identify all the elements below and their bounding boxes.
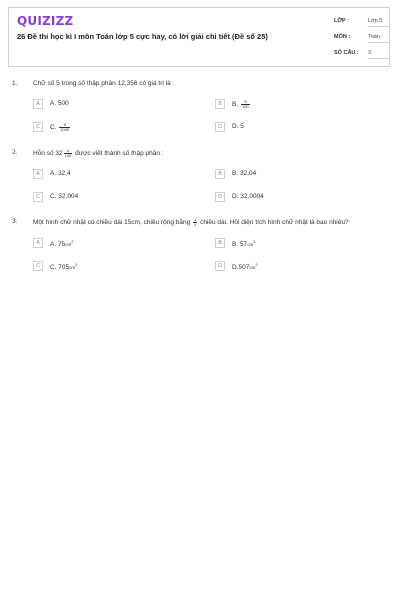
option-letter: C: [33, 122, 43, 132]
option-exponent: 2: [75, 262, 78, 267]
question-text-after: chiều dài. Hỏi diện tích hình chữ nhật là bao nhiêu?: [200, 219, 349, 227]
quizizz-logo: QUIZIZZ: [17, 14, 74, 28]
meta-value: 3: [368, 50, 390, 59]
meta-row-count: [334, 48, 390, 64]
worksheet-title: 26 Đề thi học kì I môn Toán lớp 5 cực hay, có lời giải chi tiết (Đề số 25): [17, 32, 268, 41]
meta-row-class: [334, 16, 390, 32]
option-text: [50, 123, 71, 132]
option-letter: B: [215, 99, 225, 109]
option-letter: D: [215, 122, 225, 132]
fraction-numerator: 5: [59, 123, 70, 128]
question-number: 3.: [12, 218, 18, 225]
fraction-denominator: 100: [64, 153, 72, 158]
question-text-before: Một hình chữ nhật có chiều dài 15cm, chiều rộng bằng: [33, 219, 191, 227]
option-value: C. 705: [50, 264, 70, 272]
fraction-denominator: 100: [241, 104, 249, 109]
option-unit: cm: [69, 265, 76, 271]
fraction-numerator: 5: [241, 100, 250, 105]
option-text: B. 32,04: [232, 170, 257, 177]
option-letter: A: [33, 99, 43, 109]
option-letter: A: [33, 169, 43, 179]
question-text-before: Hỗn số 32: [33, 150, 63, 158]
question-number: 2.: [12, 149, 18, 156]
option-text: [50, 262, 77, 271]
option-unit: cm: [247, 242, 254, 248]
option-text: D. 5: [232, 123, 244, 130]
option-text: D. 32,0004: [232, 193, 264, 200]
question-text: Chữ số 5 trong số thập phân 12,356 có giá trị là :: [33, 80, 175, 87]
meta-label: LỚP :: [334, 18, 349, 24]
option-text: A. 500: [50, 100, 69, 107]
option-letter: B: [215, 238, 225, 248]
fraction: [59, 123, 70, 132]
option-letter: D: [215, 261, 225, 271]
meta-value: Toán: [368, 34, 390, 43]
fraction-numerator: 1: [194, 217, 197, 222]
question-text-after: được viết thành số thập phân :: [75, 150, 164, 158]
option-text: [232, 100, 251, 109]
option-text: [232, 239, 255, 248]
worksheet-header: [8, 7, 390, 67]
fraction-denominator: 1000: [60, 127, 70, 132]
option-letter: B: [215, 169, 225, 179]
option-unit: cm: [65, 242, 72, 248]
question-number: 1.: [12, 80, 18, 87]
question-text: [33, 218, 349, 227]
meta-row-subject: [334, 32, 390, 48]
option-prefix: C.: [50, 124, 57, 132]
fraction: [193, 218, 197, 227]
meta-label: SỐ CÂU :: [334, 50, 359, 56]
meta-label: MÔN :: [334, 34, 351, 40]
option-value: D.507: [232, 264, 250, 272]
option-letter: A: [33, 238, 43, 248]
option-text: A. 32,4: [50, 170, 71, 177]
option-exponent: 2: [71, 239, 74, 244]
option-value: B. 57: [232, 241, 248, 249]
option-value: A. 75: [50, 241, 66, 249]
fraction-numerator: 4: [64, 149, 73, 154]
option-text: [50, 239, 73, 248]
option-text: [232, 262, 258, 271]
fraction: [241, 100, 250, 109]
meta-panel: [334, 16, 390, 64]
option-unit: cm: [249, 265, 256, 271]
option-exponent: 2: [255, 262, 258, 267]
option-letter: D: [215, 192, 225, 202]
fraction-denominator: 3: [194, 222, 197, 227]
option-letter: C: [33, 192, 43, 202]
fraction: [64, 149, 73, 158]
meta-value: Lớp 5: [368, 18, 390, 27]
option-letter: C: [33, 261, 43, 271]
option-exponent: 2: [253, 239, 256, 244]
option-text: C. 32,004: [50, 193, 79, 200]
question-text: [33, 149, 164, 158]
option-prefix: B.: [232, 101, 239, 109]
